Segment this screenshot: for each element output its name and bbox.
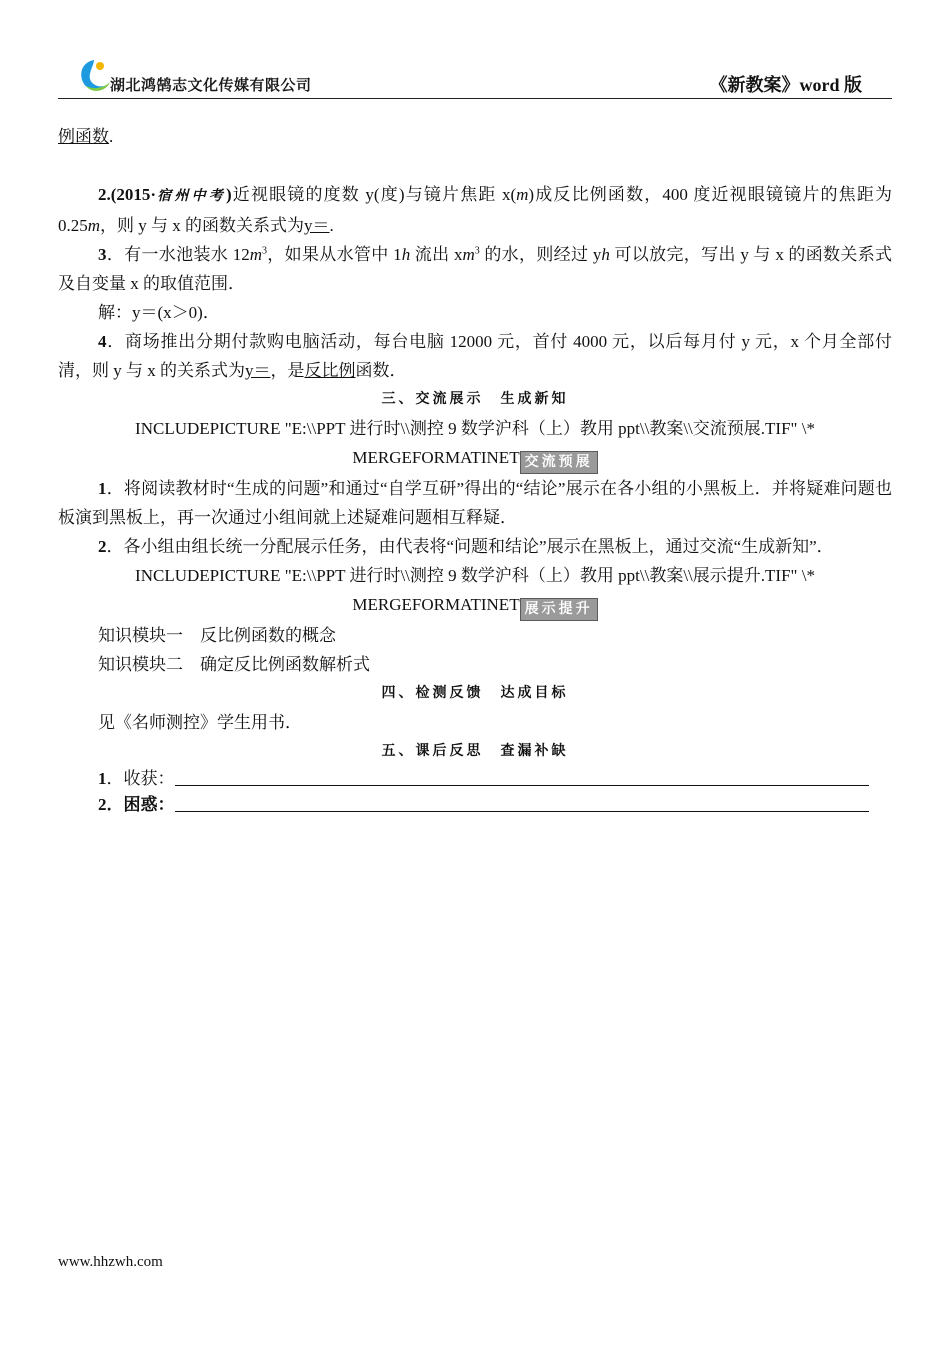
section-3-heading: 三、交流展示 生成新知 (381, 391, 569, 407)
include-field-2-tail: MERGEFORMATINET 展示提升 (58, 590, 892, 621)
question-2: 2.(2015·宿州中考)近视眼镜的度数 y(度)与镜片焦距 x(m)成反比例函数，400 度近视眼镜镜片的焦距为 0.25m，则 y 与 x 的函数关系式为y＝. (58, 185, 893, 235)
company-name: 湖北鸿鹄志文化传媒有限公司 (110, 76, 312, 94)
badge-exchange-preview: 交流预展 (520, 451, 598, 474)
step-1: 1．将阅读教材时“生成的问题”和通过“自学互研”得出的“结论”展示在各小组的小黑板上．并将疑难问题也板演到黑板上，再一次通过小组间就上述疑难问题相互释疑． (58, 479, 892, 527)
doubts-blank-line[interactable] (175, 793, 869, 812)
knowledge-module-2: 知识模块二 确定反比例函数解析式 (98, 655, 370, 674)
reflection-gains: 1．收获： (58, 766, 892, 792)
include-field-1-tail: MERGEFORMATINET 交流预展 (58, 443, 892, 474)
book-title: 《新教案》word 版 (709, 75, 862, 95)
section-5-heading: 五、课后反思 查漏补缺 (381, 743, 569, 759)
include-field-2: INCLUDEPICTURE "E:\\PPT 进行时\\测控 9 数学沪科（上）教用 ppt\\教案\\展示提升.TIF" \* (135, 566, 815, 585)
knowledge-module-1: 知识模块一 反比例函数的概念 (98, 626, 336, 645)
page-header (58, 56, 892, 99)
document-body (58, 122, 892, 818)
see-reference: 见《名师测控》学生用书． (98, 713, 302, 732)
gains-blank-line[interactable] (175, 767, 869, 786)
step-2: 2．各小组由组长统一分配展示任务，由代表将“问题和结论”展示在黑板上，通过交流“生成新知”． (98, 537, 834, 556)
q2-answer: y＝ (304, 216, 330, 235)
solution-3: 解：y＝(x＞0)． (98, 303, 220, 322)
include-field-1: INCLUDEPICTURE "E:\\PPT 进行时\\测控 9 数学沪科（上）教用 ppt\\教案\\交流预展.TIF" \* (135, 419, 815, 438)
continued-line: 例函数. (58, 127, 114, 146)
reflection-doubts: 2．困惑： (58, 792, 892, 818)
question-3: 3．有一水池装水 $12m^3$，如果从水管中 1h 流出 $xm^3$ 的水，则经过 yh 可以放完，写出 y 与 x 的函数关系式及自变量 x 的取值范围． (58, 245, 893, 293)
badge-show-improve: 展示提升 (520, 598, 598, 621)
company-logo-icon (74, 56, 114, 96)
section-4-heading: 四、检测反馈 达成目标 (381, 685, 569, 701)
footer-url: www.hhzwh.com (58, 1254, 163, 1270)
question-4: 4．商场推出分期付款购电脑活动，每台电脑 12000 元，首付 4000 元，以后每月付 y 元，x 个月全部付清，则 y 与 x 的关系式为y＝，是反比例函数． (58, 332, 892, 380)
